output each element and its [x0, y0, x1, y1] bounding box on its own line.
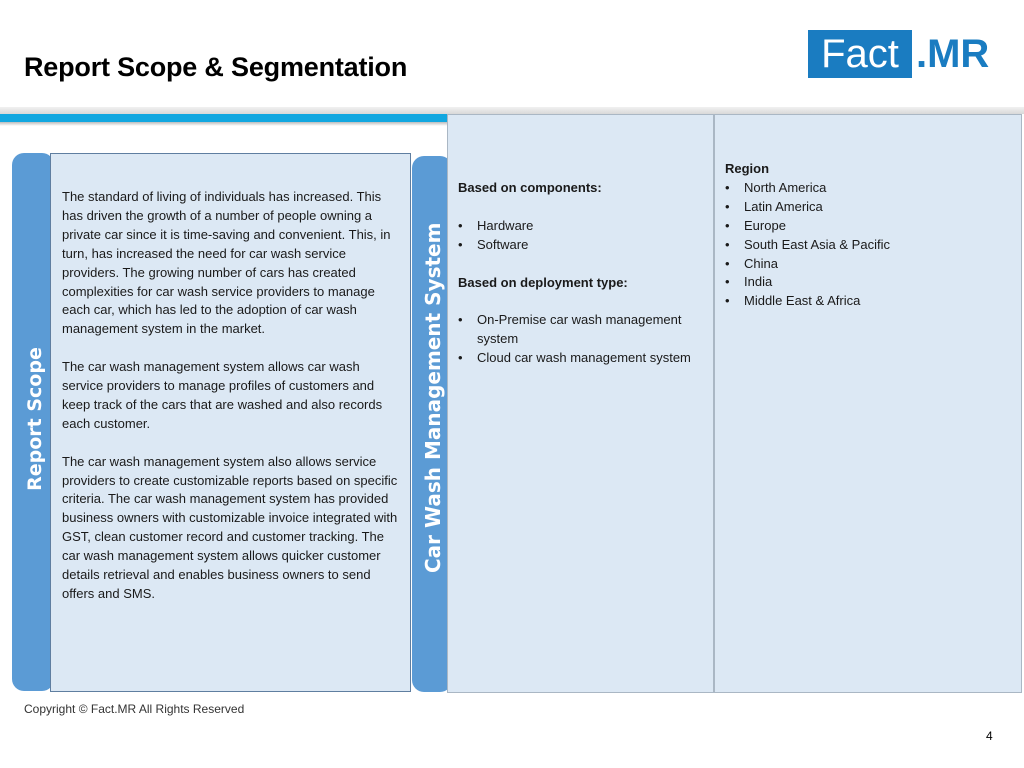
copyright-text: Copyright © Fact.MR All Rights Reserved — [24, 702, 245, 716]
region-list — [725, 179, 1011, 311]
deployment-list — [458, 311, 703, 368]
list-item: • North America — [725, 179, 1011, 198]
logo-fact-text: Fact — [808, 30, 912, 78]
scope-paragraph: The car wash management system allows car wash service providers to manage profiles of customers and keep track of the cars that are washed and also records each customer. — [62, 359, 383, 431]
accent-bar — [0, 114, 448, 122]
header-divider — [0, 107, 1024, 114]
factmr-logo — [808, 30, 989, 78]
page-title: Report Scope & Segmentation — [24, 52, 408, 82]
list-item: • Latin America — [725, 198, 1011, 217]
list-item: • South East Asia & Pacific — [725, 236, 1011, 255]
region-heading: Region — [725, 161, 770, 176]
list-item: • Cloud car wash management system — [458, 349, 703, 368]
list-item: • Software — [458, 236, 703, 255]
region-column — [714, 114, 1022, 693]
logo-mr-text: .MR — [916, 31, 990, 76]
list-item: • Middle East & Africa — [725, 292, 1011, 311]
list-item: • India — [725, 273, 1011, 292]
scope-paragraph: The standard of living of individuals has increased. This has driven the growth of a number of people owning a private car since it is time-saving and convenient. This, in turn, has increased the need for car wash service providers. The growing number of cars has created complexities for car wash service providers to manage each car, which has led to the adoption of car wash management system in the market. — [62, 189, 391, 337]
components-column — [447, 114, 714, 693]
list-item: • Hardware — [458, 217, 703, 236]
deployment-heading: Based on deployment type: — [458, 274, 628, 290]
segmentation-label: Car Wash Management System — [421, 222, 445, 573]
report-scope-label: Report Scope — [24, 347, 46, 491]
scope-paragraph: The car wash management system also allows service providers to create customizable reports based on specific criteria. The car wash management system has provided business owners with customizable invoice integrated with GST, clean customer record and customer tracking. The car wash management system allows quicker customer details retrieval and enables business owners to send offers and SMS. — [62, 453, 398, 601]
accent-bar-shadow — [0, 122, 448, 126]
components-list — [458, 217, 703, 255]
list-item: • Europe — [725, 217, 1011, 236]
list-item: • On-Premise car wash management system — [458, 311, 703, 349]
page-number: 4 — [986, 729, 993, 743]
list-item: • China — [725, 255, 1011, 274]
report-scope-panel — [50, 153, 411, 692]
components-heading: Based on components: — [458, 180, 602, 195]
